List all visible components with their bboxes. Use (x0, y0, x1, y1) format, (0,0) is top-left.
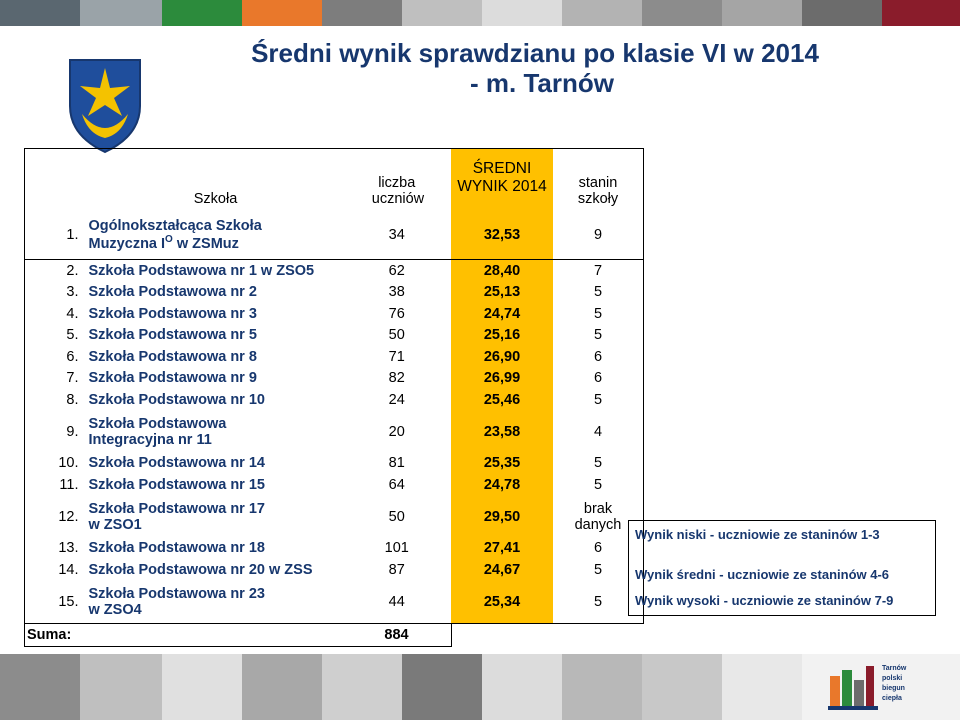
average-score: 23,58 (451, 411, 553, 453)
school-name-line1: Szkoła Podstawowa (88, 415, 227, 432)
table-row (25, 496, 644, 538)
bottom-color-stripes (0, 654, 960, 720)
row-number: 4. (25, 303, 87, 325)
logo-text (882, 664, 906, 704)
stanine: 5 (553, 389, 644, 411)
school-name-line2: Muzyczna I (88, 235, 166, 252)
stanine-line2: danych (574, 516, 622, 533)
student-count: 44 (343, 581, 452, 624)
logo-line: ciepła (882, 695, 902, 702)
school-name-line2: w ZSO4 (88, 601, 142, 618)
header-students-text: liczba uczniów (371, 175, 425, 207)
student-count: 50 (388, 327, 405, 344)
school-name: Szkoła Podstawowa nr 20 w ZSS (88, 561, 313, 578)
stanine: 5 (553, 559, 644, 581)
school-name-line2: Integracyjna nr 11 (88, 431, 212, 448)
header-stanine (553, 149, 644, 212)
table-row (25, 453, 644, 475)
average-score: 32,53 (451, 211, 553, 260)
table-row (25, 211, 644, 260)
school-name-sup: O (165, 234, 173, 246)
school-name (87, 211, 343, 260)
row-number: 14. (25, 559, 87, 581)
stanine: 5 (553, 325, 644, 347)
stanine: 5 (553, 581, 644, 624)
title-line-1: Średni wynik sprawdzianu po klasie VI w 2014 (251, 38, 819, 68)
school-name-line2: w ZSO1 (88, 516, 142, 533)
stanine: 5 (553, 474, 644, 496)
school-name: Szkoła Podstawowa nr 5 (88, 327, 257, 344)
student-count: 87 (388, 561, 405, 578)
logo-line: biegun (882, 685, 905, 692)
school-name: Szkoła Podstawowa nr 10 (88, 391, 265, 408)
row-number: 15. (25, 581, 87, 624)
school-name: Szkoła Podstawowa nr 18 (88, 540, 265, 557)
average-score: 24,74 (451, 303, 553, 325)
table-row (25, 389, 644, 411)
student-count: 64 (388, 476, 405, 493)
school-name-line1: Szkoła Podstawowa nr 23 (88, 585, 265, 602)
school-name (87, 411, 343, 453)
header-average-text: ŚREDNI WYNIK 2014 (457, 160, 547, 195)
row-number: 11. (25, 474, 87, 496)
row-number: 6. (25, 346, 87, 368)
average-score: 24,78 (451, 474, 553, 496)
table-row (25, 325, 644, 347)
school-name-line1: Ogólnokształcąca Szkoła (88, 218, 262, 235)
sum-row (25, 623, 644, 646)
average-score: 25,35 (451, 453, 553, 475)
average-score: 27,41 (451, 538, 553, 560)
header-school: Szkoła (87, 149, 343, 212)
stanine: 5 (553, 453, 644, 475)
logo-line: Tarnów (882, 665, 907, 672)
stanine: 6 (553, 346, 644, 368)
table-row (25, 346, 644, 368)
average-score: 25,13 (451, 282, 553, 304)
table-row (25, 260, 644, 282)
header-students (343, 149, 452, 212)
average-score: 26,99 (451, 368, 553, 390)
student-count: 76 (388, 305, 405, 322)
school-name: Szkoła Podstawowa nr 14 (88, 455, 265, 472)
row-number: 10. (25, 453, 87, 475)
average-score: 28,40 (451, 260, 553, 282)
school-name: Szkoła Podstawowa nr 3 (88, 305, 257, 322)
stanine-legend (628, 520, 936, 616)
row-number: 12. (25, 496, 87, 538)
legend-mid: Wynik średni - uczniowie ze staninów 4-6 (635, 567, 890, 582)
row-number: 5. (25, 325, 87, 347)
row-number: 2. (25, 260, 87, 282)
student-count: 101 (384, 540, 409, 557)
row-number: 3. (25, 282, 87, 304)
average-score: 25,46 (451, 389, 553, 411)
sum-label: Suma: (25, 623, 343, 646)
logo-line: polski (882, 675, 903, 682)
average-score: 25,16 (451, 325, 553, 347)
tarnow-crest-icon (62, 54, 148, 154)
table-row (25, 303, 644, 325)
stanine: 5 (553, 303, 644, 325)
school-name: Szkoła Podstawowa nr 9 (88, 370, 257, 387)
tarnow-logo (826, 662, 922, 716)
stanine: 9 (553, 211, 644, 260)
school-name-tail: w ZSMuz (172, 235, 239, 252)
school-name: Szkoła Podstawowa nr 2 (88, 284, 257, 301)
average-score: 25,34 (451, 581, 553, 624)
stanine: 6 (553, 368, 644, 390)
student-count: 62 (343, 260, 452, 282)
table-row (25, 368, 644, 390)
table-row (25, 538, 644, 560)
student-count: 50 (388, 508, 405, 525)
row-number: 9. (25, 411, 87, 453)
stanine: 7 (553, 260, 644, 282)
title-line-2: - m. Tarnów (470, 68, 614, 98)
table-row (25, 282, 644, 304)
tarnow-logo-icon (826, 662, 922, 716)
header-stanine-text: stanin szkoły (577, 175, 619, 207)
header-average (451, 149, 553, 212)
sum-value: 884 (343, 623, 452, 646)
results-table (24, 148, 644, 647)
average-score: 26,90 (451, 346, 553, 368)
school-name: Szkoła Podstawowa nr 1 w ZSO5 (87, 260, 343, 282)
row-number: 8. (25, 389, 87, 411)
stanine-line1: brak (583, 500, 613, 517)
table-row (25, 474, 644, 496)
legend-low: Wynik niski - uczniowie ze staninów 1-3 (635, 527, 880, 542)
student-count: 24 (388, 391, 405, 408)
student-count: 71 (388, 348, 405, 365)
stanine: 6 (553, 538, 644, 560)
school-name-line1: Szkoła Podstawowa nr 17 (88, 500, 265, 517)
table-row (25, 559, 644, 581)
legend-high: Wynik wysoki - uczniowie ze staninów 7-9 (635, 593, 894, 608)
student-count: 82 (388, 370, 405, 387)
row-number: 7. (25, 368, 87, 390)
school-name (87, 581, 343, 624)
student-count: 34 (388, 227, 405, 243)
average-score: 24,67 (451, 559, 553, 581)
top-color-stripes (0, 0, 960, 26)
school-name: Szkoła Podstawowa nr 8 (88, 348, 257, 365)
school-name: Szkoła Podstawowa nr 15 (88, 476, 265, 493)
student-count: 81 (388, 455, 405, 472)
school-name (87, 496, 343, 538)
average-score: 29,50 (451, 496, 553, 538)
table-row (25, 411, 644, 453)
student-count: 38 (388, 284, 405, 301)
table-row (25, 581, 644, 624)
row-number: 13. (25, 538, 87, 560)
stanine: 4 (553, 411, 644, 453)
stanine: 5 (553, 282, 644, 304)
row-number: 1. (25, 211, 87, 260)
student-count: 20 (388, 423, 405, 440)
